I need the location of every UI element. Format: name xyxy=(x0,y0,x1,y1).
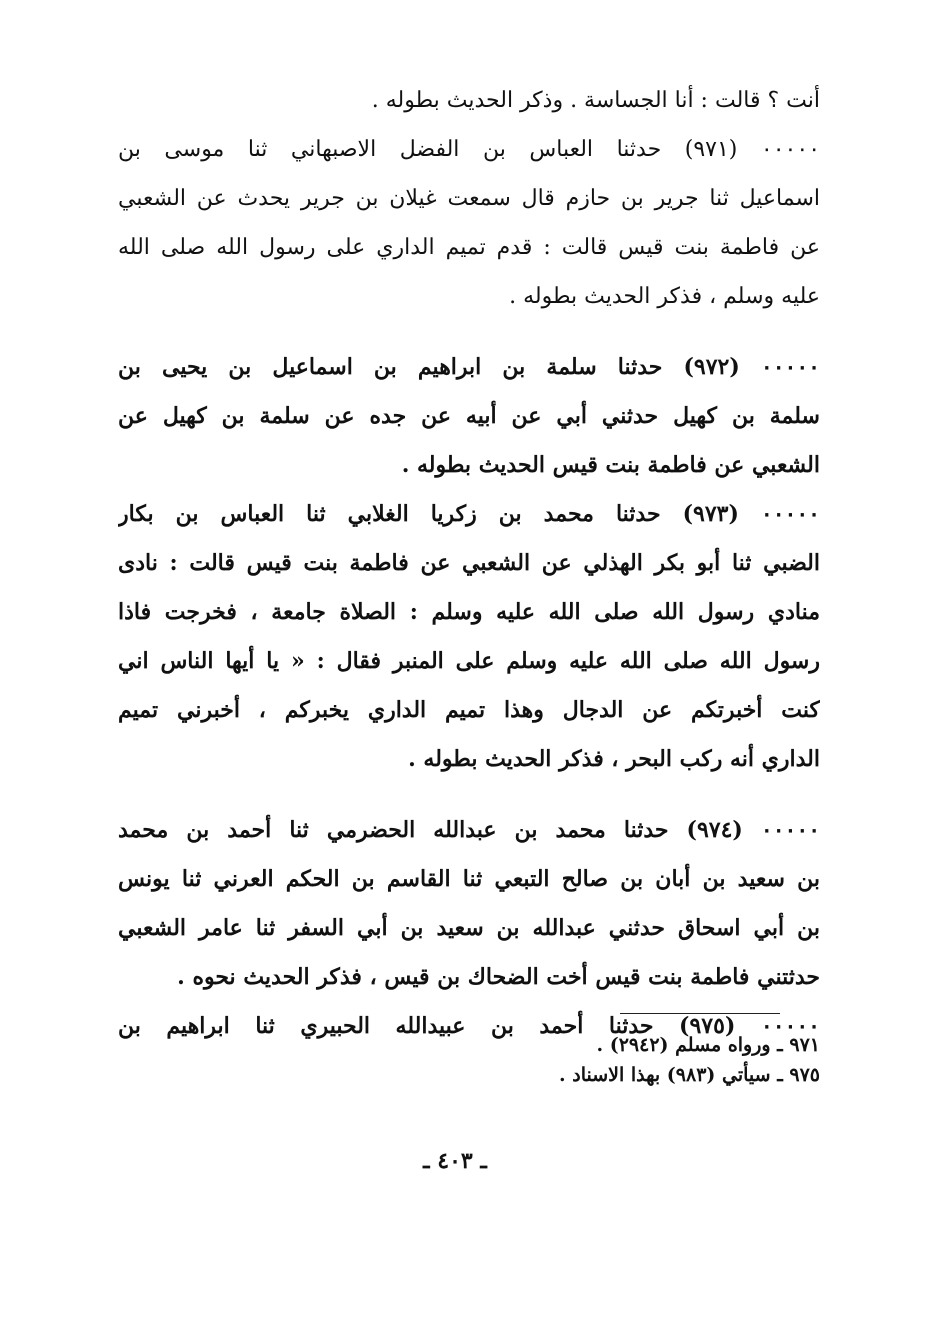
text-line: ٠٠٠٠٠ (٩٧٥) حدثنا أحمد بن عبيدالله الحبيري ثنا ابراهيم بن xyxy=(118,1013,820,1039)
footnotes xyxy=(300,1030,820,1090)
text-line: الضبي ثنا أبو بكر الهذلي عن الشعبي عن فاطمة بنت قيس قالت : نادى xyxy=(118,550,820,576)
text-line: ٠٠٠٠٠ (٩٧٢) حدثنا سلمة بن ابراهيم بن اسماعيل بن يحيى بن xyxy=(118,354,820,380)
text-line: منادي رسول الله صلى الله عليه وسلم : الصلاة جامعة ، فخرجت فاذا xyxy=(118,599,820,625)
text-line: اسماعيل ثنا جرير بن حازم قال سمعت غيلان بن جرير يحدث عن الشعبي xyxy=(118,186,820,211)
text-line: عليه وسلم ، فذكر الحديث بطوله . xyxy=(509,284,820,309)
text-line: حدثتني فاطمة بنت قيس أخت الضحاك بن قيس ، فذكر الحديث نحوه . xyxy=(177,964,820,990)
paragraph-gap xyxy=(118,321,820,343)
text-line: بن أبي اسحاق حدثني عبدالله بن سعيد بن أبي السفر ثنا عامر الشعبي xyxy=(118,915,820,941)
text-line: الشعبي عن فاطمة بنت قيس الحديث بطوله . xyxy=(401,452,820,478)
text-line: رسول الله صلى الله عليه وسلم على المنبر فقال : « يا أيها الناس اني xyxy=(118,648,820,674)
text-line: ٠٠٠٠٠ (٩٧١) حدثنا العباس بن الفضل الاصبهاني ثنا موسى بن xyxy=(118,137,820,162)
footnote-divider xyxy=(620,1013,780,1014)
text-line: سلمة بن كهيل حدثني أبي عن أبيه عن جده عن سلمة بن كهيل عن xyxy=(118,403,820,429)
text-line: بن سعيد بن أبان بن صالح التبعي ثنا القاسم بن الحكم العرني ثنا يونس xyxy=(118,866,820,892)
text-line: كنت أخبرتكم عن الدجال وهذا تميم الداري يخبركم ، أخبرني تميم xyxy=(118,697,820,723)
text-line: عن فاطمة بنت قيس قالت : قدم تميم الداري على رسول الله صلى الله xyxy=(118,235,820,260)
paragraph-gap xyxy=(118,784,820,806)
footnote-975: ٩٧٥ ـ سيأتي (٩٨٣) بهذا الاسناد . xyxy=(559,1064,820,1086)
text-line: ٠٠٠٠٠ (٩٧٤) حدثنا محمد بن عبدالله الحضرمي ثنا أحمد بن محمد xyxy=(118,817,820,843)
text-line: أنت ؟ قالت : أنا الجساسة . وذكر الحديث بطوله . xyxy=(371,88,820,113)
main-text xyxy=(118,76,820,1051)
text-line: ٠٠٠٠٠ (٩٧٣) حدثنا محمد بن زكريا الغلابي ثنا العباس بن بكار xyxy=(118,501,820,527)
text-line: الداري أنه ركب البحر ، فذكر الحديث بطوله . xyxy=(408,746,820,772)
footnote-971: ٩٧١ ـ ورواه مسلم (٢٩٤٢) . xyxy=(596,1034,820,1056)
page-number: ـ ٤٠٣ ـ xyxy=(423,1148,487,1174)
